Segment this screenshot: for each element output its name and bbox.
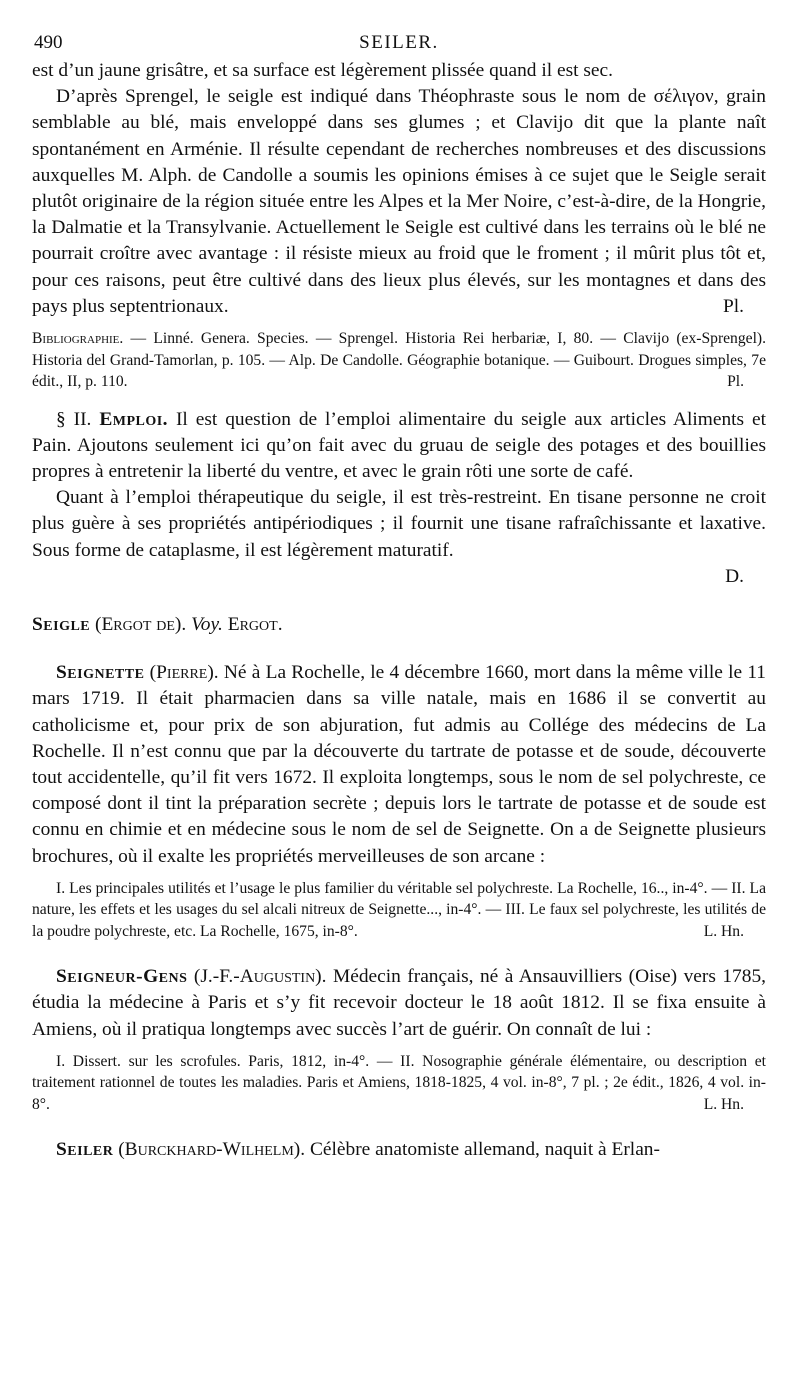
seigneur-gens-works bbox=[32, 1051, 766, 1116]
seiler-qualifier: (Burckhard-Wilhelm). bbox=[118, 1139, 306, 1161]
seignette-works-text: I. Les principales utilités et l’usage le plus familier du véritable sel polychreste. La Rochelle, 16.., in-4°. — II. La nature, les effets et les usages du sel alcali nitreux de Seignette..., in-4°. — III. Le faux sel polychreste, les utilités de la poudre polychreste, etc. La Rochelle, 1675, in-8°. bbox=[32, 879, 766, 940]
seigle-ergot-entry bbox=[32, 612, 766, 638]
seiler-text: Célèbre anatomiste allemand, naquit à Erlan- bbox=[309, 1139, 660, 1161]
seignette-qualifier: (Pierre). bbox=[149, 662, 219, 684]
emploi-signature: D. bbox=[725, 565, 744, 587]
bibliography-label: Bibliographie. bbox=[32, 330, 124, 348]
emploi-title: Emploi. bbox=[99, 408, 169, 430]
seigle-ergot-target: Ergot. bbox=[227, 613, 283, 635]
seigneur-gens-text: Médecin français, né à Ansauvilliers (Oise) vers 1785, étudia la médecine à Paris et s’y fit recevoir docteur le 18 août 1812. Il se fixa ensuite à Amiens, où il pratiqua longtemps avec succès l’art de guérir. On connaît de lui : bbox=[32, 966, 766, 1040]
seiler-entry bbox=[32, 1137, 766, 1163]
emploi-paragraph bbox=[32, 407, 766, 486]
seigneur-gens-works-text: I. Dissert. sur les scrofules. Paris, 1812, in-4°. — II. Nosographie générale élémentaire, ou description et traitement rationnel de toutes les maladies. Paris et Amiens, 1818-1825, 4 vol. in-8°, 7 pl. ; 2e édit., 1826, 4 vol. in-8°. bbox=[32, 1052, 766, 1113]
seigle-continuation-line: est d’un jaune grisâtre, et sa surface est légèrement plissée quand il est sec. bbox=[32, 60, 613, 81]
seignette-signature: L. Hn. bbox=[703, 922, 744, 940]
seigle-signature: Pl. bbox=[722, 295, 744, 317]
seigle-ergot-headword: Seigle bbox=[32, 613, 91, 635]
seigneur-gens-headword: Seigneur-Gens bbox=[56, 966, 188, 988]
seigle-ergot-voy: Voy. bbox=[191, 613, 223, 635]
seigle-ergot-qualifier: (Ergot de). bbox=[95, 613, 187, 635]
seigle-origin-text: D’après Sprengel, le seigle est indiqué dans Théophraste sous le nom de σέλιγον, grain semblable au blé, mais enveloppé dans ses glumes ; et Clavijo dit que la plante naît spontanément en Arménie. Il résulte cependant de recherches nombreuses et des discussions auxquelles M. Alph. de Candolle a soumis les opinions émises à ce sujet que le Seigle serait plutôt originaire de la région située entre les Alpes et la Mer Noire, c’est-à-dire, de la Hongrie, la Dalmatie et la Transylvanie. Actuellement le Seigle est cultivé dans les terrains où le blé ne pourrait croître avec avantage : il résiste mieux au froid que le froment ; il mûrit plus tôt et, pour ces raisons, peut être cultivé dans des lieux plus élevés, sur les montagnes et dans des pays plus septentrionaux. bbox=[32, 86, 766, 317]
bibliography-paragraph bbox=[32, 328, 766, 393]
page-header bbox=[32, 28, 766, 58]
emploi-therapeutic-paragraph: Quant à l’emploi thérapeutique du seigle, il est très-restreint. En tisane personne ne croit plus guère à ses propriétés antipériodiques ; il fournit une tisane rafraîchissante et laxative. Sous forme de cataplasme, il est légèrement maturatif. bbox=[32, 487, 766, 561]
seigle-origin-paragraph bbox=[32, 84, 766, 320]
seigneur-gens-entry bbox=[32, 964, 766, 1043]
seignette-text: Né à La Rochelle, le 4 décembre 1660, mort dans la même ville le 11 mars 1719. Il était pharmacien dans sa ville natale, mais en 1686 il se convertit au catholicisme et, pour prix de son abjuration, fut admis au Collége des médecins de La Rochelle. Il n’est connu que par la découverte du tartrate de potasse et de soude, découverte tout accidentelle, qu’il fit vers 1672. Il exploita longtemps, sous le nom de sel polychreste, ce composé dont il tint la préparation secrète ; depuis lors le tartrate de potasse et de soude est connu en chimie et en médecine sous le nom de sel de Seignette. On a de Seignette plusieurs brochures, où il exalte les propriétés merveilleuses de son arcane : bbox=[32, 662, 766, 867]
page-number: 490 bbox=[34, 32, 63, 53]
emploi-section-number: § II. bbox=[56, 408, 92, 430]
seiler-headword: Seiler bbox=[56, 1139, 114, 1161]
seigneur-gens-qualifier: (J.-F.-Augustin). bbox=[193, 966, 327, 988]
seignette-entry bbox=[32, 660, 766, 870]
bibliography-text: — Linné. Genera. Species. — Sprengel. Historia Rei herbariæ, I, 80. — Clavijo (ex-Sprengel). Historia del Grand-Tamorlan, p. 105. — Alp. De Candolle. Géographie botanique. — Guibourt. Drogues simples, 7e édit., II, p. 110. bbox=[32, 330, 766, 391]
seignette-works bbox=[32, 878, 766, 943]
seignette-headword: Seignette bbox=[56, 662, 145, 684]
bibliography-signature: Pl. bbox=[727, 373, 744, 391]
dictionary-page bbox=[32, 28, 766, 1164]
running-head: SEILER. bbox=[359, 32, 439, 53]
emploi-text: Il est question de l’emploi alimentaire du seigle aux articles Aliments et Pain. Ajoutons seulement ici qu’on fait avec du gruau de seigle des potages et des bouillies propres à entretenir la liberté du ventre, et avec le grain rôti une sorte de café. bbox=[32, 408, 766, 482]
seigneur-gens-signature: L. Hn. bbox=[703, 1095, 744, 1113]
